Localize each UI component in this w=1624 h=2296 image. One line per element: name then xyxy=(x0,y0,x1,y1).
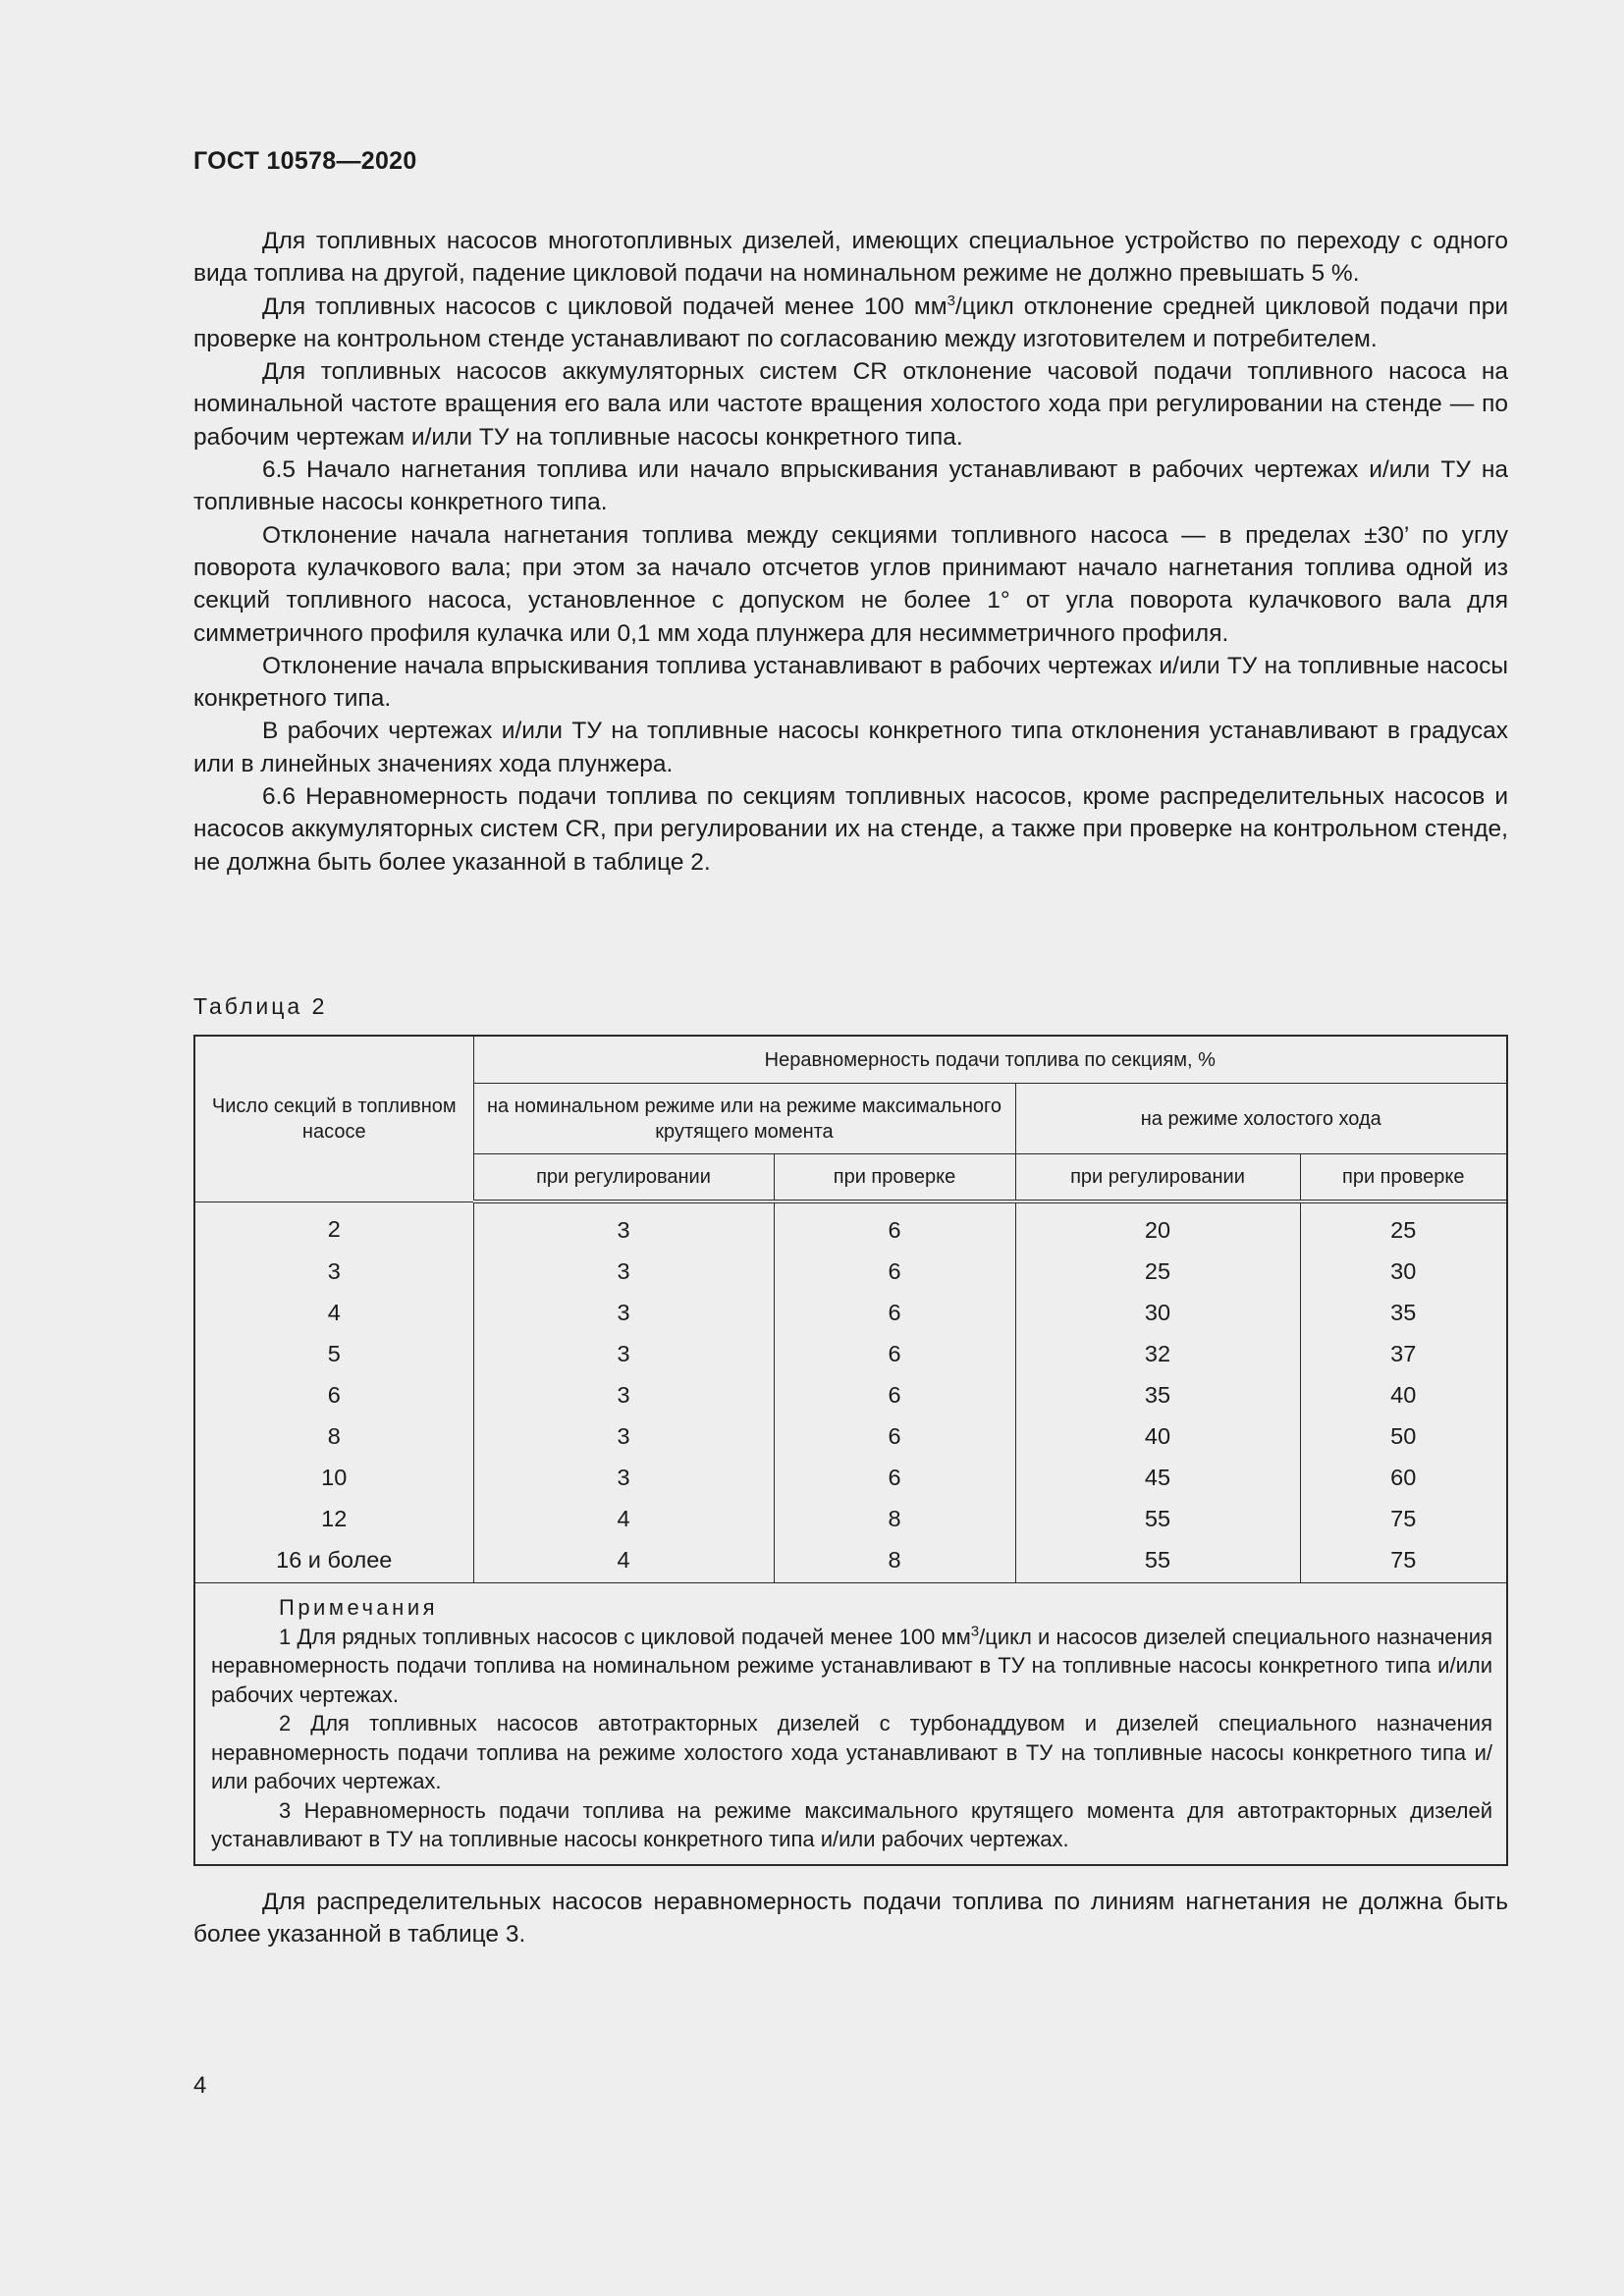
paragraph xyxy=(193,291,1508,356)
table-cell: 12 xyxy=(321,1505,348,1531)
table-2 xyxy=(193,1035,1508,1866)
column-header-nominal-mode: на номинальном режиме или на режиме максимального крутящего момента xyxy=(473,1084,1015,1154)
document-header: ГОСТ 10578—2020 xyxy=(193,147,417,175)
table-cell: 6 xyxy=(774,1201,1015,1251)
paragraph-text: /цикл отклонение средней цикловой подачи при проверке на контрольном стенде устанавливают по согласованию между изготовителем и потребителем. xyxy=(193,293,1509,352)
table-cell: 6 xyxy=(327,1381,341,1408)
table-row xyxy=(195,1415,1506,1457)
table-cell: 10 xyxy=(321,1464,348,1490)
table-cell: 4 xyxy=(473,1539,774,1582)
paragraph: 6.6 Неравномерность подачи топлива по секциям топливных насосов, кроме распределительных насосов и насосов аккумуляторных систем CR, при регулировании их на стенде, а также при проверке на контрольном стенде, не должна быть более указанной в таблице 2. xyxy=(193,783,1508,876)
table-cell: 5 xyxy=(327,1340,341,1366)
paragraph: 6.5 Начало нагнетания топлива или начало впрыскивания устанавливают в рабочих чертежах и/или ТУ на топливные насосы конкретного типа. xyxy=(193,456,1508,516)
note-text: /цикл и насосов дизелей специального назначения неравномерность подачи топлива на номинальном режиме устанавливают в ТУ на топливные насосы конкретного типа и/или рабочих чертежах. xyxy=(211,1624,1492,1707)
page-number: 4 xyxy=(193,2072,207,2099)
table-cell: 3 xyxy=(473,1201,774,1251)
table-cell: 30 xyxy=(1015,1292,1300,1333)
table-cell: 37 xyxy=(1300,1333,1506,1374)
paragraph: Отклонение начала впрыскивания топлива устанавливают в рабочих чертежах и/или ТУ на топливные насосы конкретного типа. xyxy=(193,652,1508,713)
table-row xyxy=(195,1292,1506,1333)
paragraph: В рабочих чертежах и/или ТУ на топливные насосы конкретного типа отклонения устанавливают в градусах или в линейных значениях хода плунжера. xyxy=(193,718,1508,777)
paragraph-text: Для топливных насосов с цикловой подачей менее 100 мм xyxy=(262,293,947,320)
column-header-idle-mode: на режиме холостого хода xyxy=(1015,1084,1506,1154)
table-cell: 4 xyxy=(327,1299,341,1325)
table-cell: 6 xyxy=(774,1374,1015,1415)
table-cell: 25 xyxy=(1015,1251,1300,1292)
column-header-regulation: при регулировании xyxy=(1015,1154,1300,1202)
table-row xyxy=(195,1539,1506,1582)
table-cell: 45 xyxy=(1015,1457,1300,1498)
paragraph: Для распределительных насосов неравномерность подачи топлива по линиям нагнетания не должна быть более указанной в таблице 3. xyxy=(193,1889,1508,1949)
table-row xyxy=(195,1457,1506,1498)
table-cell: 25 xyxy=(1300,1201,1506,1251)
table-cell: 6 xyxy=(774,1457,1015,1498)
table-row xyxy=(195,1498,1506,1539)
column-header-check: при проверке xyxy=(1300,1154,1506,1202)
paragraph: Для топливных насосов многотопливных дизелей, имеющих специальное устройство по переходу с одного вида топлива на другой, падение цикловой подачи на номинальном режиме не должно превышать 5 %. xyxy=(193,228,1508,288)
table-row xyxy=(195,1374,1506,1415)
table-cell: 35 xyxy=(1300,1292,1506,1333)
table-cell: 3 xyxy=(473,1333,774,1374)
table-cell: 8 xyxy=(774,1539,1015,1582)
superscript: 3 xyxy=(970,1623,980,1640)
table-cell: 2 xyxy=(327,1215,341,1242)
table-cell: 3 xyxy=(473,1292,774,1333)
table-cell: 16 и более xyxy=(276,1546,393,1573)
table-cell: 3 xyxy=(473,1457,774,1498)
table-notes xyxy=(195,1582,1506,1864)
table-cell: 3 xyxy=(473,1251,774,1292)
column-header-group: Неравномерность подачи топлива по секциям, % xyxy=(473,1037,1506,1084)
table-cell: 75 xyxy=(1300,1498,1506,1539)
paragraph: Для топливных насосов аккумуляторных систем CR отклонение часовой подачи топливного насоса на номинальной частоте вращения его вала или частоте вращения холостого хода при регулировании на стенде — по рабочим чертежам и/или ТУ на топливные насосы конкретного типа. xyxy=(193,358,1508,451)
table-cell: 75 xyxy=(1300,1539,1506,1582)
data-table xyxy=(195,1037,1506,1582)
column-header-check: при проверке xyxy=(774,1154,1015,1202)
column-header-sections: Число секций в топливном насосе xyxy=(195,1037,473,1201)
paragraph: Отклонение начала нагнетания топлива между секциями топливного насоса — в пределах ±30’ по углу поворота кулачкового вала; при этом за начало отсчетов углов принимают начало нагнетания топлива одной из секций топливного насоса, установленное с допуском не более 1° от угла поворота кулачкового вала для симметричного профиля кулачка или 0,1 мм хода плунжера для несимметричного профиля. xyxy=(193,521,1508,647)
table-cell: 55 xyxy=(1015,1498,1300,1539)
table-cell: 3 xyxy=(327,1257,341,1284)
note-2: 2 Для топливных насосов автотракторных дизелей с турбонаддувом и дизелей специального назначения неравномерность подачи топлива на режиме холостого хода устанавливают в ТУ на топливные насосы конкретного типа и/или рабочих чертежах. xyxy=(211,1711,1492,1793)
table-cell: 55 xyxy=(1015,1539,1300,1582)
table-row xyxy=(195,1201,1506,1251)
notes-title: Примечания xyxy=(279,1595,439,1620)
after-table-text xyxy=(193,1886,1508,1951)
column-header-regulation: при регулировании xyxy=(473,1154,774,1202)
table-cell: 40 xyxy=(1015,1415,1300,1457)
table-cell: 35 xyxy=(1015,1374,1300,1415)
table-cell: 40 xyxy=(1300,1374,1506,1415)
table-cell: 3 xyxy=(473,1374,774,1415)
note-1 xyxy=(211,1623,1492,1710)
table-cell: 6 xyxy=(774,1333,1015,1374)
table-row xyxy=(195,1333,1506,1374)
table-cell: 4 xyxy=(473,1498,774,1539)
note-text: 1 Для рядных топливных насосов с цикловой подачей менее 100 мм xyxy=(279,1624,971,1649)
table-cell: 50 xyxy=(1300,1415,1506,1457)
table-caption: Таблица 2 xyxy=(193,993,328,1019)
table-cell: 3 xyxy=(473,1415,774,1457)
table-row xyxy=(195,1251,1506,1292)
table-cell: 8 xyxy=(774,1498,1015,1539)
superscript: 3 xyxy=(947,292,955,309)
table-cell: 30 xyxy=(1300,1251,1506,1292)
table-cell: 6 xyxy=(774,1415,1015,1457)
table-cell: 20 xyxy=(1015,1201,1300,1251)
table-cell: 32 xyxy=(1015,1333,1300,1374)
table-cell: 6 xyxy=(774,1251,1015,1292)
body-text xyxy=(193,225,1508,879)
table-cell: 6 xyxy=(774,1292,1015,1333)
table-cell: 8 xyxy=(327,1422,341,1449)
table-cell: 60 xyxy=(1300,1457,1506,1498)
note-3: 3 Неравномерность подачи топлива на режиме максимального крутящего момента для автотракторных дизелей устанавливают в ТУ на топливные насосы конкретного типа и/или рабочих чертежах. xyxy=(211,1797,1492,1851)
